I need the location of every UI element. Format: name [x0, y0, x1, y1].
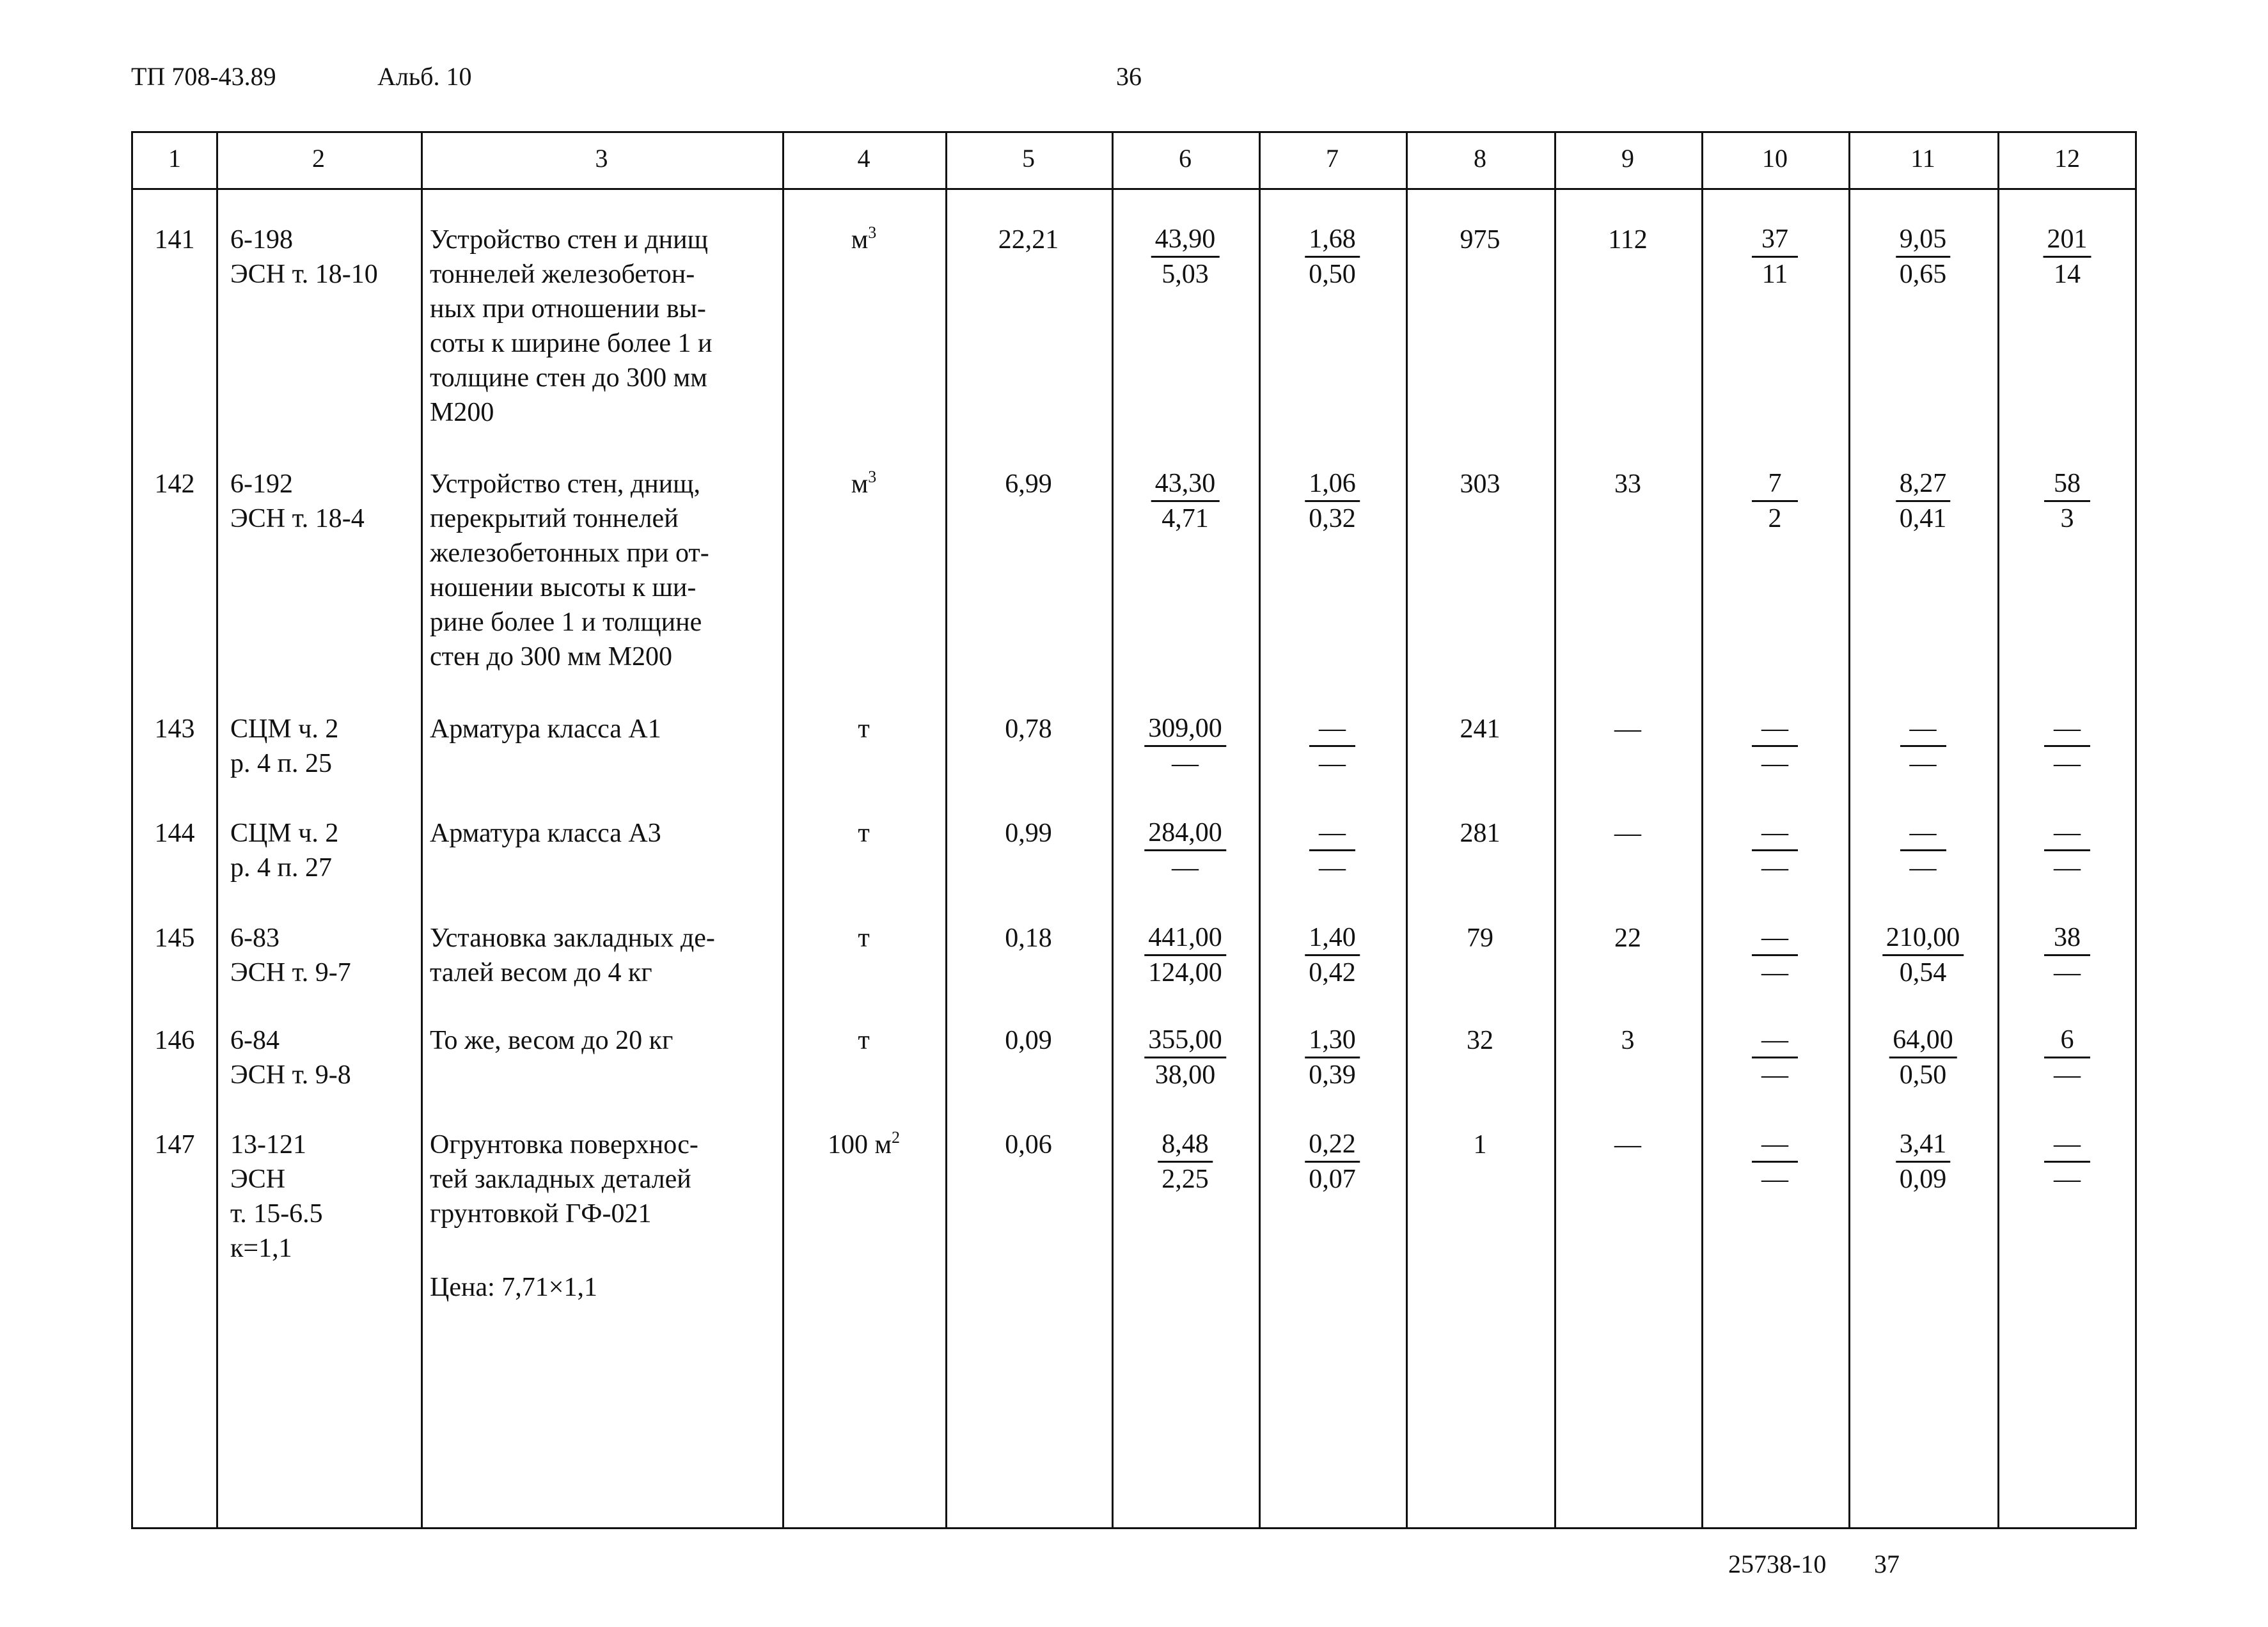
quantity: 0,09	[1005, 1026, 1052, 1055]
cost-col-7-numerator: —	[1309, 816, 1355, 851]
unit-exponent: 3	[868, 468, 877, 486]
cost-col-7	[1309, 712, 1355, 780]
unit: т	[858, 924, 870, 953]
norm-code-line: СЦМ ч. 2	[230, 819, 339, 848]
unit-cost	[1151, 467, 1220, 535]
norm-code-line: 6-198	[230, 225, 293, 255]
cost-col-7-denominator: 0,07	[1309, 1165, 1356, 1194]
page-number: 36	[1116, 62, 1142, 91]
description-line: стен до 300 мм М200	[430, 642, 672, 672]
unit-cost-denominator: 38,00	[1154, 1060, 1216, 1090]
row-number: 146	[154, 1026, 195, 1055]
norm-code-line: ЭСН т. 18-4	[230, 504, 365, 533]
price-note: Цена: 7,71×1,1	[430, 1273, 597, 1302]
cost-col-12-numerator: 58	[2044, 467, 2090, 502]
total-cost: 241	[1460, 714, 1500, 744]
unit-cost-numerator: 441,00	[1144, 921, 1226, 956]
unit-cost-denominator: 5,03	[1162, 260, 1209, 289]
cost-col-10	[1752, 1023, 1798, 1092]
work-description	[430, 816, 788, 851]
description-line: Устройство стен и днищ	[430, 225, 708, 255]
column-divider	[216, 133, 218, 1527]
quantity: 0,06	[1005, 1130, 1052, 1159]
column-divider	[1701, 133, 1703, 1527]
album-label: Альб. 10	[377, 62, 472, 91]
cost-col-10-denominator: —	[1761, 1165, 1788, 1194]
unit: т	[858, 819, 870, 848]
cost-col-11	[1882, 921, 1964, 989]
cost-col-11-denominator: 0,41	[1899, 504, 1947, 533]
norm-code-line: ЭСН т. 9-7	[230, 958, 351, 987]
cost-col-7	[1305, 467, 1360, 535]
description-line: Устройство стен, днищ,	[430, 469, 700, 499]
cost-col-11-denominator: 0,65	[1899, 260, 1947, 289]
cost-col-12-numerator: —	[2044, 1128, 2090, 1163]
unit: т	[858, 1026, 870, 1055]
cost-col-12-denominator: —	[2054, 958, 2081, 987]
row-number: 142	[154, 469, 195, 499]
cost-col-10-numerator: —	[1752, 712, 1798, 747]
cost-col-12-denominator: —	[2054, 1060, 2081, 1090]
cost-col-11	[1900, 816, 1946, 884]
unit-cost	[1144, 712, 1226, 780]
quantity: 0,99	[1005, 819, 1052, 848]
cost-col-10-numerator: —	[1752, 921, 1798, 956]
row-number: 143	[154, 714, 195, 744]
total-cost: 79	[1467, 924, 1493, 953]
cost-col-10	[1752, 1128, 1798, 1196]
cost-col-11-numerator: —	[1900, 816, 1946, 851]
description-line: рине более 1 и толщине	[430, 608, 702, 637]
work-description	[430, 467, 788, 674]
cost-col-10	[1752, 223, 1798, 291]
cost-col-7-denominator: —	[1319, 853, 1346, 883]
unit-cost	[1144, 816, 1226, 884]
description-line: Арматура класса А3	[430, 819, 661, 848]
work-description	[430, 1128, 788, 1231]
cost-col-12-denominator: 3	[2060, 504, 2074, 533]
unit-cost	[1151, 223, 1220, 291]
cost-col-7-denominator: 0,39	[1309, 1060, 1356, 1090]
unit-cost-denominator: 124,00	[1148, 958, 1222, 987]
unit: т	[858, 714, 870, 744]
norm-code	[230, 223, 378, 292]
cost-col-10-numerator: —	[1752, 1128, 1798, 1163]
norm-code-line: т. 15-6.5	[230, 1199, 323, 1229]
cost-col-12	[2044, 1128, 2090, 1196]
cost-col-7	[1305, 1023, 1360, 1092]
cost-col-12-denominator: —	[2054, 1165, 2081, 1194]
unit-cost	[1144, 921, 1226, 989]
norm-code-line: 13-121	[230, 1130, 306, 1159]
cost-col-7-denominator: 0,50	[1309, 260, 1356, 289]
cost-col-11-denominator: 0,09	[1899, 1165, 1947, 1194]
cost-col-7-numerator: 1,68	[1305, 223, 1360, 258]
description-line: железобетонных при от-	[430, 538, 709, 568]
total-cost: 303	[1460, 469, 1500, 499]
description-line: тоннелей железобетон-	[430, 260, 695, 289]
cost-col-10-numerator: 7	[1752, 467, 1798, 502]
column-number: 4	[857, 144, 870, 173]
work-description	[430, 223, 788, 430]
unit-cost	[1158, 1128, 1213, 1196]
cost-col-12	[2044, 1023, 2090, 1092]
description-line: талей весом до 4 кг	[430, 958, 652, 987]
unit-cost-numerator: 43,90	[1151, 223, 1220, 258]
footer-code: 25738-10	[1728, 1550, 1827, 1578]
column-number: 12	[2054, 144, 2080, 173]
description-line: Огрунтовка поверхнос-	[430, 1130, 698, 1159]
cost-col-11-numerator: 8,27	[1896, 467, 1951, 502]
norm-code-line: 6-83	[230, 924, 280, 953]
column-divider	[1259, 133, 1261, 1527]
column-number: 11	[1910, 144, 1935, 173]
cost-col-12-numerator: —	[2044, 816, 2090, 851]
norm-code	[230, 467, 365, 536]
description-line: Установка закладных де-	[430, 924, 715, 953]
cost-col-7-numerator: 1,30	[1305, 1023, 1360, 1058]
row-number: 147	[154, 1130, 195, 1159]
column-number: 7	[1326, 144, 1339, 173]
cost-col-7-numerator: 0,22	[1305, 1128, 1360, 1163]
cost-col-7	[1305, 921, 1360, 989]
quantity: 22,21	[998, 225, 1059, 255]
cost-col-7-denominator: 0,32	[1309, 504, 1356, 533]
cost-col-11-numerator: 9,05	[1896, 223, 1951, 258]
column-number: 3	[595, 144, 608, 173]
cost-col-10	[1752, 816, 1798, 884]
cost-col-12	[2044, 712, 2090, 780]
column-divider	[421, 133, 423, 1527]
cost-col-10-numerator: 37	[1752, 223, 1798, 258]
work-description	[430, 1023, 788, 1058]
cost-col-10-numerator: —	[1752, 1023, 1798, 1058]
norm-code	[230, 921, 351, 990]
column-number: 9	[1621, 144, 1634, 173]
header-divider	[133, 188, 2135, 190]
cost-col-10-denominator: —	[1761, 749, 1788, 778]
description-line: толщине стен до 300 мм	[430, 363, 707, 393]
row-number: 144	[154, 819, 195, 848]
cost-col-12	[2044, 223, 2091, 291]
unit-exponent: 3	[868, 223, 877, 242]
description-line: ных при отношении вы-	[430, 294, 706, 324]
unit-cost-denominator: 2,25	[1162, 1165, 1209, 1194]
cost-col-11-denominator: —	[1909, 853, 1937, 883]
description-line: перекрытий тоннелей	[430, 504, 679, 533]
cost-col-12	[2044, 921, 2090, 989]
column-number: 5	[1022, 144, 1035, 173]
cost-col-11-numerator: —	[1900, 712, 1946, 747]
cost-col-9: —	[1614, 819, 1641, 848]
cost-col-7-numerator: 1,40	[1305, 921, 1360, 956]
cost-col-11	[1896, 467, 1951, 535]
unit-cost-denominator: —	[1172, 749, 1199, 778]
description-line: Арматура класса А1	[430, 714, 661, 744]
unit-cost-denominator: 4,71	[1162, 504, 1209, 533]
total-cost: 1	[1473, 1130, 1487, 1159]
cost-col-10-denominator: 2	[1768, 504, 1782, 533]
cost-col-11	[1896, 223, 1951, 291]
cost-col-12	[2044, 467, 2090, 535]
cost-col-12-numerator: 201	[2044, 223, 2091, 258]
cost-col-12-denominator: 14	[2054, 260, 2081, 289]
unit-exponent: 2	[892, 1128, 901, 1147]
cost-col-12-numerator: 6	[2044, 1023, 2090, 1058]
cost-col-7-denominator: 0,42	[1309, 958, 1356, 987]
column-number: 6	[1179, 144, 1192, 173]
cost-col-9: —	[1614, 1130, 1641, 1159]
cost-col-9: —	[1614, 714, 1641, 744]
column-divider	[945, 133, 947, 1527]
cost-col-9: 33	[1614, 469, 1641, 499]
unit-cost-numerator: 309,00	[1144, 712, 1226, 747]
norm-code-line: ЭСН	[230, 1165, 286, 1194]
column-number: 10	[1762, 144, 1788, 173]
norm-code-line: ЭСН т. 18-10	[230, 260, 378, 289]
cost-col-11-numerator: 64,00	[1889, 1023, 1957, 1058]
description-line: соты к ширине более 1 и	[430, 329, 713, 358]
row-number: 145	[154, 924, 195, 953]
unit-cost-numerator: 284,00	[1144, 816, 1226, 851]
unit-cost-denominator: —	[1172, 853, 1199, 883]
total-cost: 32	[1467, 1026, 1493, 1055]
column-divider	[1112, 133, 1114, 1527]
cost-col-11-numerator: 210,00	[1882, 921, 1964, 956]
work-description	[430, 712, 788, 746]
cost-col-9: 3	[1621, 1026, 1635, 1055]
cost-col-11	[1896, 1128, 1951, 1196]
unit-cost-numerator: 8,48	[1158, 1128, 1213, 1163]
column-divider	[1406, 133, 1408, 1527]
cost-col-9: 22	[1614, 924, 1641, 953]
cost-col-7	[1309, 816, 1355, 884]
description-line: тей закладных деталей	[430, 1165, 691, 1194]
cost-col-9: 112	[1608, 225, 1648, 255]
description-line: М200	[430, 398, 494, 427]
cost-col-11-denominator: —	[1909, 749, 1937, 778]
norm-code-line: к=1,1	[230, 1234, 292, 1263]
cost-col-7	[1305, 1128, 1360, 1196]
unit-cost-numerator: 43,30	[1151, 467, 1220, 502]
cost-col-11-numerator: 3,41	[1896, 1128, 1951, 1163]
cost-col-12-denominator: —	[2054, 749, 2081, 778]
cost-col-12-denominator: —	[2054, 853, 2081, 883]
cost-col-11	[1889, 1023, 1957, 1092]
column-divider	[1997, 133, 1999, 1527]
estimate-table	[131, 131, 2137, 1529]
column-divider	[1554, 133, 1556, 1527]
unit-cost-numerator: 355,00	[1144, 1023, 1226, 1058]
cost-col-7	[1305, 223, 1360, 291]
description-line: То же, весом до 20 кг	[430, 1026, 673, 1055]
column-divider	[1848, 133, 1850, 1527]
cost-col-12-numerator: —	[2044, 712, 2090, 747]
row-number: 141	[154, 225, 195, 255]
cost-col-11-denominator: 0,54	[1899, 958, 1947, 987]
norm-code-line: р. 4 п. 27	[230, 853, 332, 883]
quantity: 6,99	[1005, 469, 1052, 499]
total-cost: 281	[1460, 819, 1500, 848]
cost-col-10-denominator: —	[1761, 853, 1788, 883]
cost-col-10	[1752, 467, 1798, 535]
work-description	[430, 921, 788, 990]
cost-col-10	[1752, 921, 1798, 989]
cost-col-12	[2044, 816, 2090, 884]
cost-col-11	[1900, 712, 1946, 780]
cost-col-12-numerator: 38	[2044, 921, 2090, 956]
column-number: 1	[168, 144, 181, 173]
norm-code	[230, 1023, 351, 1092]
norm-code-line: 6-192	[230, 469, 293, 499]
norm-code-line: 6-84	[230, 1026, 280, 1055]
unit: $м^3$	[851, 468, 877, 499]
column-number: 8	[1474, 144, 1486, 173]
cost-col-7-numerator: 1,06	[1305, 467, 1360, 502]
footer-page-number: 37	[1874, 1550, 1900, 1578]
cost-col-10-numerator: —	[1752, 816, 1798, 851]
description-line: ношении высоты к ши-	[430, 573, 697, 602]
cost-col-10	[1752, 712, 1798, 780]
norm-code-line: ЭСН т. 9-8	[230, 1060, 351, 1090]
norm-code	[230, 816, 338, 885]
norm-code-line: р. 4 п. 25	[230, 749, 332, 778]
cost-col-11-denominator: 0,50	[1899, 1060, 1947, 1090]
unit: 100 $м^2$	[827, 1128, 901, 1159]
quantity: 0,78	[1005, 714, 1052, 744]
cost-col-10-denominator: —	[1761, 1060, 1788, 1090]
description-line: грунтовкой ГФ-021	[430, 1199, 652, 1229]
norm-code	[230, 712, 338, 781]
cost-col-10-denominator: 11	[1761, 260, 1788, 289]
unit: $м^3$	[851, 223, 877, 255]
document-code: ТП 708-43.89	[131, 62, 276, 91]
norm-code	[230, 1128, 323, 1266]
cost-col-7-numerator: —	[1309, 712, 1355, 747]
norm-code-line: СЦМ ч. 2	[230, 714, 339, 744]
quantity: 0,18	[1005, 924, 1052, 953]
total-cost: 975	[1460, 225, 1500, 255]
unit-cost	[1144, 1023, 1226, 1092]
cost-col-7-denominator: —	[1319, 749, 1346, 778]
cost-col-10-denominator: —	[1761, 958, 1788, 987]
column-number: 2	[312, 144, 325, 173]
